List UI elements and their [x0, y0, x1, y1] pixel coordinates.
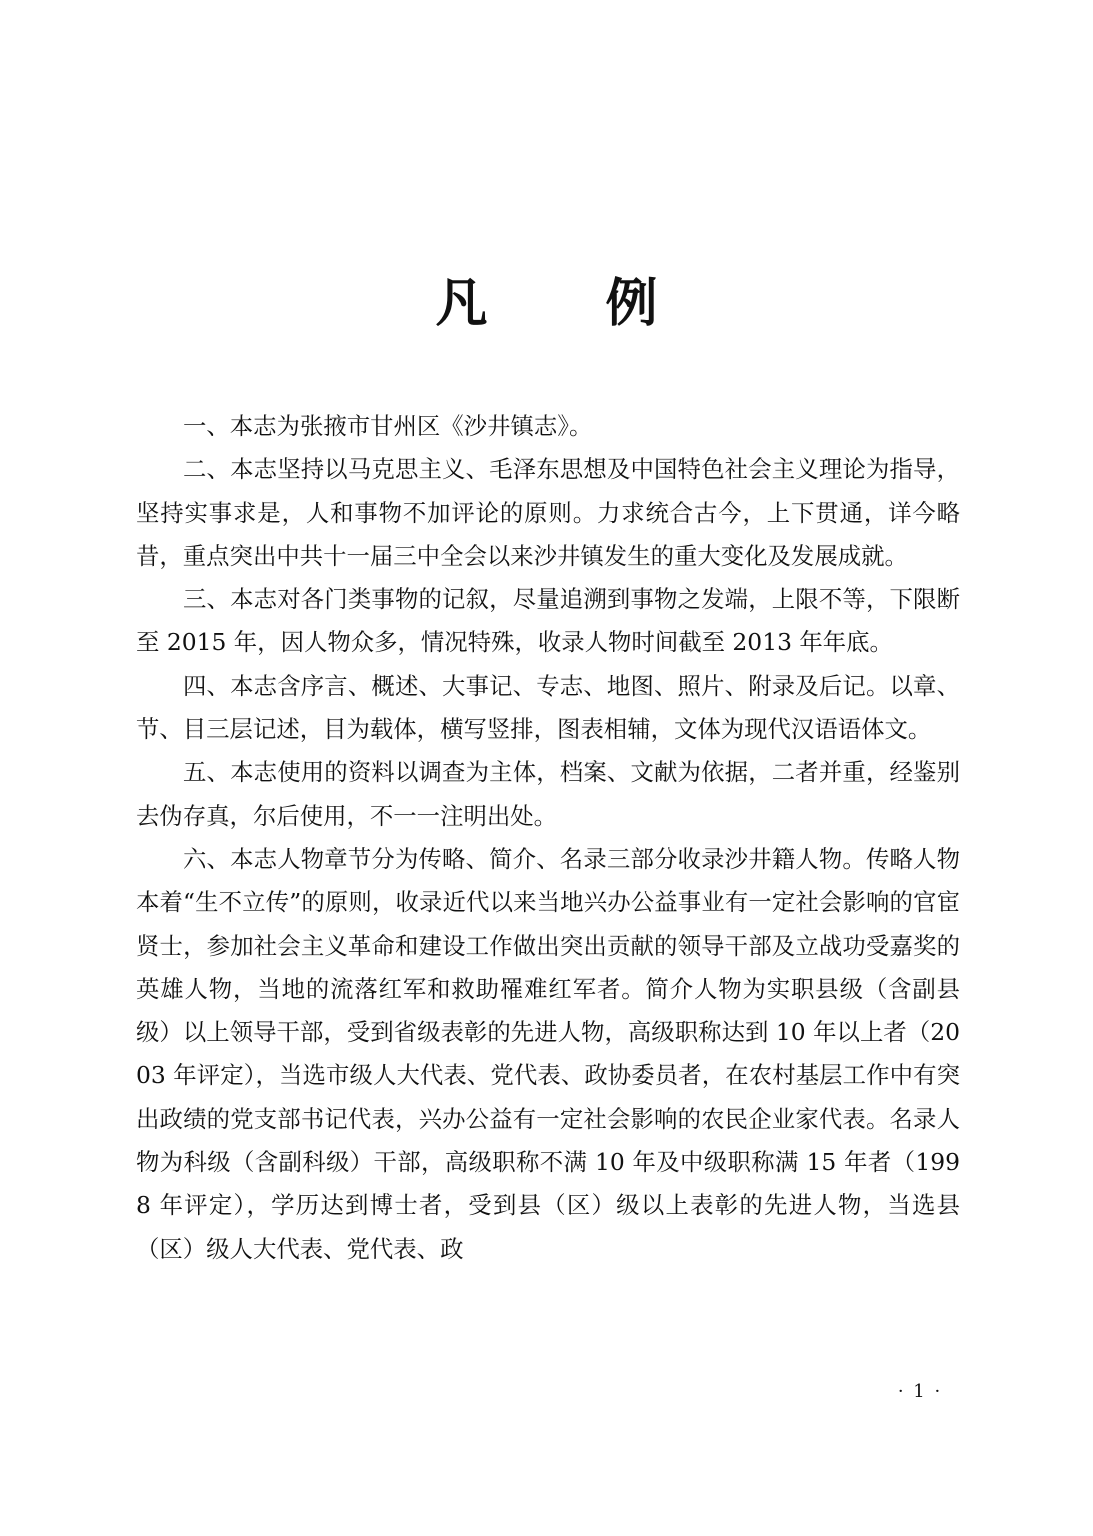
paragraph-2: 二、本志坚持以马克思主义、毛泽东思想及中国特色社会主义理论为指导，坚持实事求是，人和事物不加评论的原则。力求统合古今，上下贯通，详今略昔，重点突出中共十一届三中全会以来沙井镇发生的重大变化及发展成就。	[136, 455, 960, 570]
paragraph-3: 三、本志对各门类事物的记叙，尽量追溯到事物之发端，上限不等，下限断至 2015 年，因人物众多，情况特殊，收录人物时间截至 2013 年年底。	[136, 585, 960, 657]
paragraph-5: 五、本志使用的资料以调查为主体，档案、文献为依据，二者并重，经鉴别去伪存真，尔后使用，不一一注明出处。	[136, 758, 960, 830]
document-body	[136, 405, 960, 1271]
page-title-char-1: 凡	[435, 274, 488, 334]
paragraph-6: 六、本志人物章节分为传略、简介、名录三部分收录沙井籍人物。传略人物本着“生不立传”的原则，收录近代以来当地兴办公益事业有一定社会影响的官宦贤士，参加社会主义革命和建设工作做出突出贡献的领导干部及立战功受嘉奖的英雄人物，当地的流落红军和救助罹难红军者。简介人物为实职县级（含副县级）以上领导干部，受到省级表彰的先进人物，高级职称达到 10 年以上者（2003 年评定），当选市级人大代表、党代表、政协委员者，在农村基层工作中有突出政绩的党支部书记代表，兴办公益有一定社会影响的农民企业家代表。名录人物为科级（含副科级）干部，高级职称不满 10 年及中级职称满 15 年者（1998 年评定），学历达到博士者，受到县（区）级以上表彰的先进人物，当选县（区）级人大代表、党代表、政	[136, 844, 960, 1263]
page-number: · 1 ·	[897, 1381, 943, 1402]
page-title-char-2: 例	[605, 274, 658, 334]
paragraph-4: 四、本志含序言、概述、大事记、专志、地图、照片、附录及后记。以章、节、目三层记述，目为载体，横写竖排，图表相辅，文体为现代汉语语体文。	[136, 671, 960, 744]
page-title	[0, 268, 1093, 340]
paragraph-1: 一、本志为张掖市甘州区《沙井镇志》。	[183, 412, 593, 440]
